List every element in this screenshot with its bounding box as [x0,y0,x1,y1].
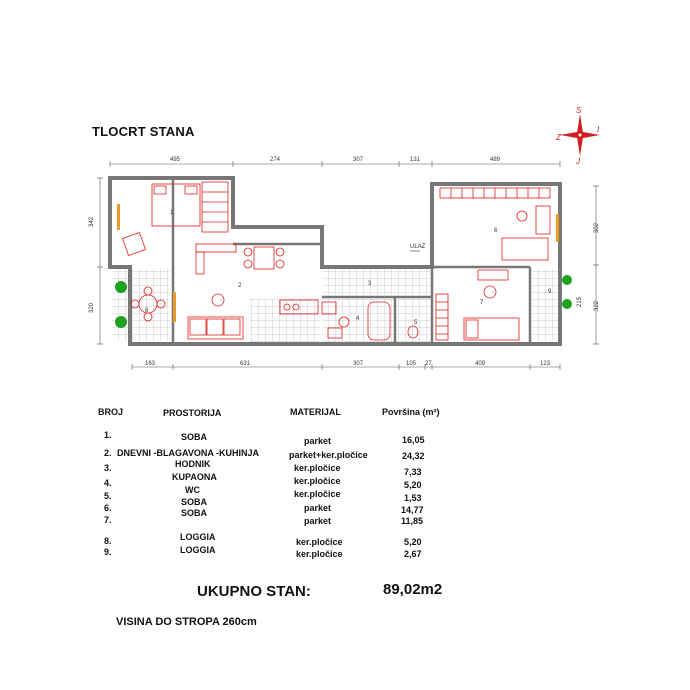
row-7-no: 7. [104,515,112,525]
dim-bottom-2: 631 [240,361,251,367]
dim-bottom-5: 27 [425,361,432,367]
dim-top-2: 274 [270,157,281,163]
dim-left-1: 342 [89,216,95,227]
room-number-8: 8 [145,308,149,314]
header-material: MATERIJAL [290,407,341,417]
row-5-material: ker.pločice [294,489,341,499]
row-3-area: 7,33 [404,467,422,477]
row-8-material: ker.pločice [296,537,343,547]
row-8-no: 8. [104,536,112,546]
dim-bottom-3: 307 [353,361,364,367]
row-1-no: 1. [104,430,112,440]
room-number-2: 2 [238,283,242,289]
row-9-no: 9. [104,547,112,557]
row-9-area: 2,67 [404,549,422,559]
row-4-area: 5,20 [404,480,422,490]
row-2-room: DNEVNI -BLAGAVONA -KUHINJA [117,448,260,458]
row-4-room: KUPAONA [172,472,217,482]
row-8-room: LOGGIA [180,532,216,542]
room-number-4: 4 [356,316,360,322]
dim-left-2: 320 [89,302,95,313]
row-8-area: 5,20 [404,537,422,547]
row-4-no: 4. [104,478,112,488]
room-number-5: 5 [414,320,418,326]
row-9-material: ker.pločice [296,549,343,559]
row-6-area: 14,77 [401,505,424,515]
row-2-area: 24,32 [402,451,425,461]
header-no: BROJ [98,407,124,417]
room-number-6: 6 [494,228,498,234]
row-7-area: 11,85 [401,516,424,526]
row-9-room: LOGGIA [180,545,216,555]
compass-s: S [576,106,582,115]
room-number-7: 7 [480,300,484,306]
row-4-material: ker.pločice [294,476,341,486]
row-2-no: 2. [104,448,112,458]
row-3-material: ker.pločice [294,463,341,473]
room-number-1: 1 [170,210,174,216]
row-7-material: parket [304,516,332,526]
dim-bottom-6: 409 [475,361,486,367]
entrance-label: ULAZ [410,244,426,250]
row-1-area: 16,05 [402,435,425,445]
row-6-no: 6. [104,503,112,513]
total-label: UKUPNO STAN: [197,583,311,600]
ceiling-height: VISINA DO STROPA 260cm [116,616,257,628]
row-6-material: parket [304,503,332,513]
header-area: Površina (m²) [382,407,440,417]
dim-bottom-4: 105 [406,361,417,367]
row-3-no: 3. [104,463,112,473]
row-7-room: SOBA [181,508,208,518]
dim-bottom-7: 123 [540,361,551,367]
row-6-room: SOBA [181,497,208,507]
header-room: PROSTORIJA [163,408,222,418]
plan-title: TLOCRT STANA [92,124,195,139]
dim-right-3: 215 [577,296,583,307]
row-5-area: 1,53 [404,493,422,503]
dim-top-3: 307 [353,157,364,163]
dim-top-4: 131 [410,157,421,163]
row-1-room: SOBA [181,432,208,442]
dim-bottom-1: 163 [145,361,156,367]
compass-i: I [597,125,600,134]
dim-right-2: 322 [594,300,600,311]
compass-j: J [576,157,580,166]
total-value: 89,02m2 [383,581,443,598]
row-5-no: 5. [104,491,112,501]
row-3-room: HODNIK [175,459,211,469]
dim-top-5: 489 [490,157,501,163]
row-5-room: WC [185,485,200,495]
compass-z: Z [556,133,561,142]
dim-top-1: 495 [170,157,181,163]
room-number-9: 9 [548,289,552,295]
dim-right-1: 302 [594,222,600,233]
row-1-material: parket [304,436,332,446]
room-number-3: 3 [368,281,372,287]
row-2-material: parket+ker.pločice [289,450,368,460]
